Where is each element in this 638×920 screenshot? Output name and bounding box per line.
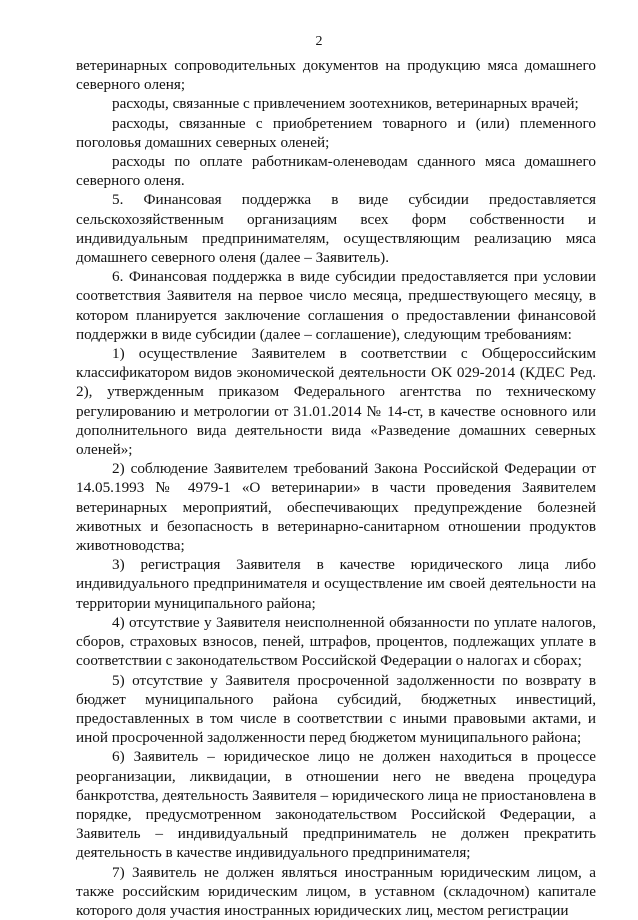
paragraph-clause-5: 5. Финансовая поддержка в виде субсидии предоставляется сельскохозяйственным организациям всех форм собственности и индивидуальным предпринимателям, осуществляющим реализацию мяса домашнего северного оленя (далее – Заявитель). [76, 191, 596, 267]
paragraph-expense-specialists: расходы, связанные с привлечением зоотехников, ветеринарных врачей; [112, 95, 579, 113]
paragraph-requirement-1: 1) осуществление Заявителем в соответствии с Общероссийским классификатором видов экономической деятельности ОК 029-2014 (КДЕС Ред. 2), утвержденным приказом Федерального агентства по техническому регулированию и метрологии от 31.01.2014 № 14-ст, в качестве основного или дополнительного вида деятельности вида «Разведение домашних северных оленей»; [76, 345, 596, 459]
document-body [76, 56, 596, 920]
page-number: 2 [315, 34, 323, 49]
paragraph-requirement-3: 3) регистрация Заявителя в качестве юридического лица либо индивидуального предпринимателя и осуществление им своей деятельности на территории муниципального района; [76, 556, 596, 612]
paragraph-requirement-5: 5) отсутствие у Заявителя просроченной задолженности по возврату в бюджет муниципального района субсидий, бюджетных инвестиций, предоставленных в том числе в соответствии с иными правовыми актами, и иной просроченной задолженности перед бюджетом муниципального района; [76, 671, 596, 747]
paragraph-requirement-2: 2) соблюдение Заявителем требований Закона Российской Федерации от 14.05.1993 № 4979-1 «О ветеринарии» в части проведения Заявителем ветеринарных мероприятий, обеспечивающих предупреждение болезней животных и безопасность в ветеринарно-санитарном отношении продуктов животноводства; [76, 460, 596, 555]
paragraph-clause-6: 6. Финансовая поддержка в виде субсидии предоставляется при условии соответствия Заявителя на первое число месяца, предшествующего месяцу, в котором планируется заключение соглашения о предоставлении финансовой поддержки в виде субсидии (далее – соглашение), следующим требованиям: [76, 268, 596, 343]
paragraph-requirement-7: 7) Заявитель не должен являться иностранным юридическим лицом, а также российским юридическим лицом, в уставном (складочном) капитале которого доля участия иностранных юридических лиц, местом регистрации [76, 863, 596, 919]
paragraph-requirement-6: 6) Заявитель – юридическое лицо не должен находиться в процессе реорганизации, ликвидации, в отношении него не введена процедура банкротства, деятельность Заявителя – юридического лица не приостановлена в порядке, предусмотренном законодательством Российской Федерации, а Заявитель – индивидуальный предприниматель не должен прекратить деятельность в качестве индивидуального предпринимателя; [76, 748, 596, 862]
paragraph-requirement-4: 4) отсутствие у Заявителя неисполненной обязанности по уплате налогов, сборов, страховых взносов, пеней, штрафов, процентов, подлежащих уплате в соответствии с законодательством Российской Федерации о налогах и сборах; [76, 613, 596, 670]
paragraph-expense-livestock: расходы, связанные с приобретением товарного и (или) племенного поголовья домашних северных оленей; [76, 114, 596, 151]
paragraph-continuation: ветеринарных сопроводительных документов на продукцию мяса домашнего северного оленя; [76, 57, 596, 94]
paragraph-expense-herders: расходы по оплате работникам-оленеводам сданного мяса домашнего северного оленя. [76, 153, 596, 190]
